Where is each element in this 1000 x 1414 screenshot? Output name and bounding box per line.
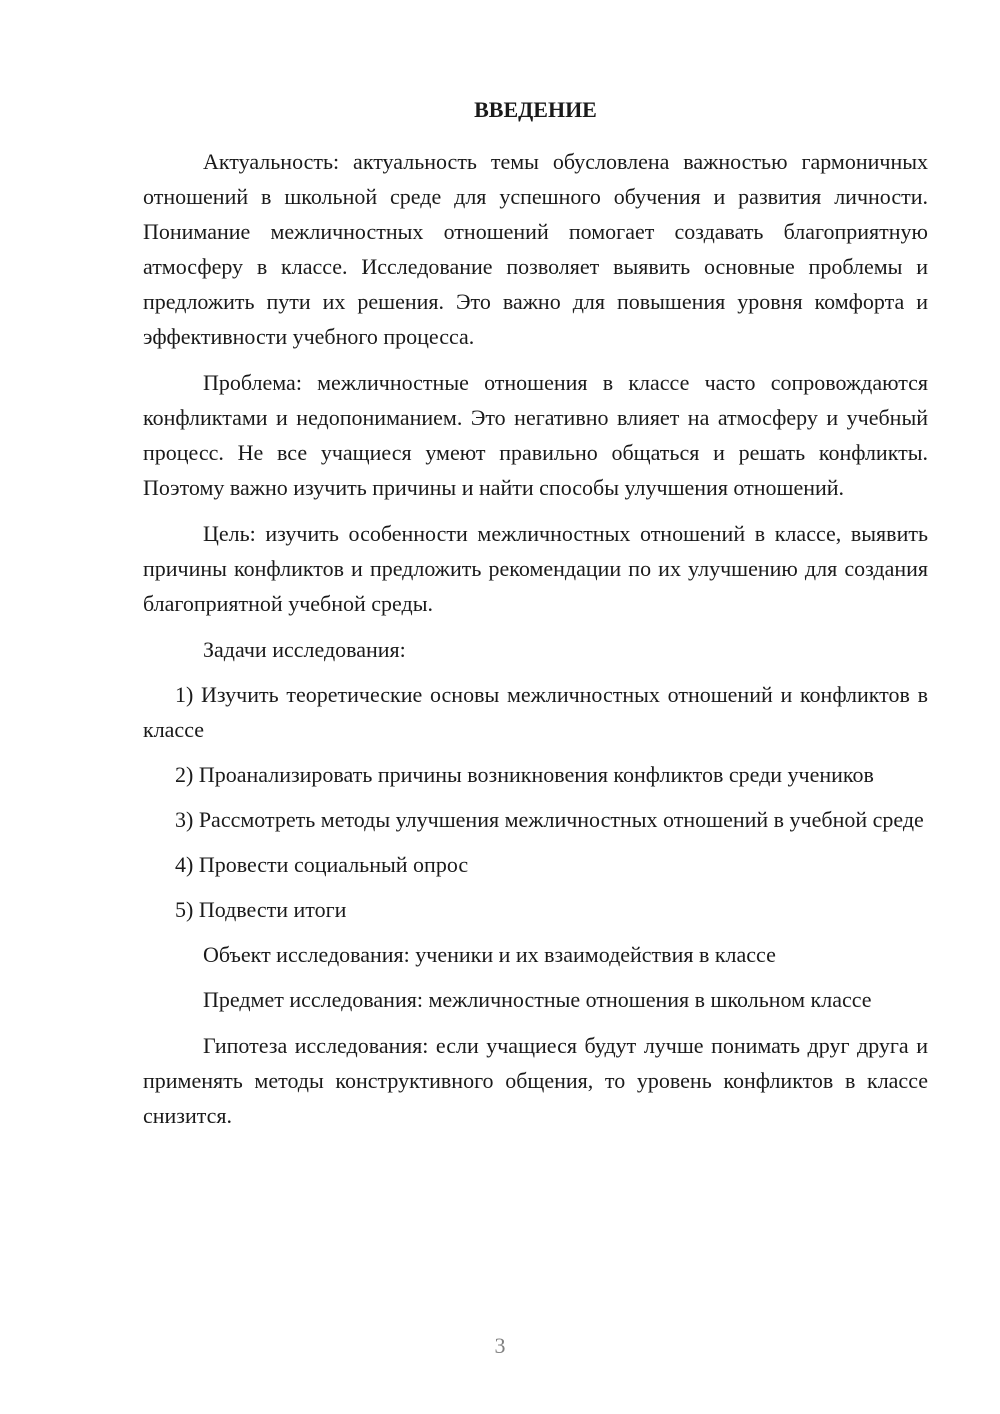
- list-item: 5) Подвести итоги: [175, 897, 347, 922]
- tasks-list: [143, 677, 928, 927]
- paragraph-subject: Предмет исследования: межличностные отношения в школьном классе: [203, 987, 872, 1012]
- page-number: 3: [494, 1333, 506, 1358]
- tasks-heading: Задачи исследования:: [203, 637, 406, 662]
- list-item: 1) Изучить теоретические основы межличностных отношений и конфликтов в классе: [143, 682, 928, 742]
- paragraph-hypothesis: Гипотеза исследования: если учащиеся будут лучше понимать друг друга и применять методы конструктивного общения, то уровень конфликтов в классе снизится.: [143, 1033, 928, 1128]
- document-body: [143, 92, 928, 1144]
- paragraph-object: Объект исследования: ученики и их взаимодействия в классе: [203, 942, 776, 967]
- list-item: 2) Проанализировать причины возникновения конфликтов среди учеников: [175, 762, 874, 787]
- list-item: 4) Провести социальный опрос: [175, 852, 469, 877]
- page-title: ВВЕДЕНИЕ: [474, 97, 597, 122]
- paragraph-relevance: Актуальность: актуальность темы обусловлена важностью гармоничных отношений в школьной среде для успешного обучения и развития личности. Понимание межличностных отношений помогает создавать благоприятную атмосферу в классе. Исследование позволяет выявить основные проблемы и предложить пути их решения. Это важно для повышения уровня комфорта и эффективности учебного процесса.: [143, 149, 928, 349]
- paragraph-problem: Проблема: межличностные отношения в классе часто сопровождаются конфликтами и недопониманием. Это негативно влияет на атмосферу и учебный процесс. Не все учащиеся умеют правильно общаться и решать конфликты. Поэтому важно изучить причины и найти способы улучшения отношений.: [143, 370, 928, 500]
- list-item: 3) Рассмотреть методы улучшения межличностных отношений в учебной среде: [175, 807, 924, 832]
- paragraph-goal: Цель: изучить особенности межличностных отношений в классе, выявить причины конфликтов и предложить рекомендации по их улучшению для создания благоприятной учебной среды.: [143, 521, 928, 616]
